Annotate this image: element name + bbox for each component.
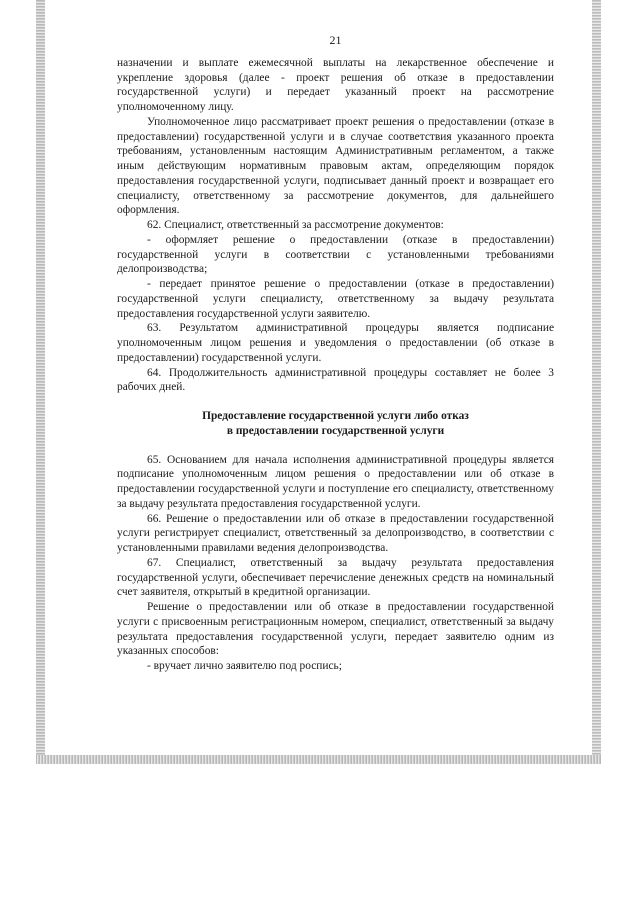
scan-border-bottom [36,755,601,764]
paragraph: 64. Продолжительность административной процедуры составляет не более 3 рабочих дней. [117,366,554,394]
scan-border-left [36,0,45,763]
paragraph: Решение о предоставлении или об отказе в предоставлении государственной услуги с присвоенным регистрационным номером, специалист, ответственный за выдачу результата предоставления государственной услуги, передает заявителю одним из указанных способов: [117,601,554,658]
page-number: 21 [329,33,342,47]
paragraph: 63. Результатом административной процедуры является подписание уполномоченным лицом решения и уведомления о предоставлении (об отказе в предоставлении) государственной услуги. [117,322,554,364]
paragraph: назначении и выплате ежемесячной выплаты на лекарственное обеспечение и укрепление здоровья (далее - проект решения об отказе в предоставлении государственной услуги) и передает указанный проект на рассмотрение уполномоченному лицу. [117,56,554,113]
paragraph: 65. Основанием для начала исполнения административной процедуры является подписание уполномоченным лицом решения о предоставлении или об отказе в предоставлении государственной услуги и поступление его специалисту, ответственному за выдачу результата предоставления государственной услуги. [117,453,554,510]
section-heading-line-1: Предоставление государственной услуги либо отказ [202,410,469,422]
scan-border-right [592,0,601,763]
section-heading-line-2: в предоставлении государственной услуги [226,424,445,437]
paragraph: 66. Решение о предоставлении или об отказе в предоставлении государственной услуги регистрирует специалист, ответственный за делопроизводство, в соответствии с установленными правилами ведения делопроизводства. [117,512,554,554]
section-gap [117,439,554,453]
document-body [117,33,554,674]
paragraph: Уполномоченное лицо рассматривает проект решения о предоставлении (отказе в предоставлении) государственной услуги и в случае соответствия указанного проекта требованиям, установленным настоящим Административным регламентом, а также иным действующим нормативным правовым актам, определяющим порядок предоставления государственной услуги, подписывает данный проект и возвращает его специалисту, ответственному за рассмотрение документов, для дальнейшего оформления. [117,115,554,217]
paragraph: - передает принятое решение о предоставлении (отказе в предоставлении) государственной услуги специалисту, ответственному за выдачу результата предоставления государственной услуги заявителю. [117,278,554,320]
paragraph: 67. Специалист, ответственный за выдачу результата предоставления государственной услуги, обеспечивает перечисление денежных средств на номинальный счет заявителя, открытый в кредитной организации. [117,556,554,599]
paragraph: - оформляет решение о предоставлении (отказе в предоставлении) государственной услуги в соответствии с установленными требованиями делопроизводства; [117,233,554,276]
paragraph: 62. Специалист, ответственный за рассмотрение документов: [147,219,444,231]
paragraph: - вручает лично заявителю под роспись; [147,660,342,672]
section-gap [117,395,554,409]
